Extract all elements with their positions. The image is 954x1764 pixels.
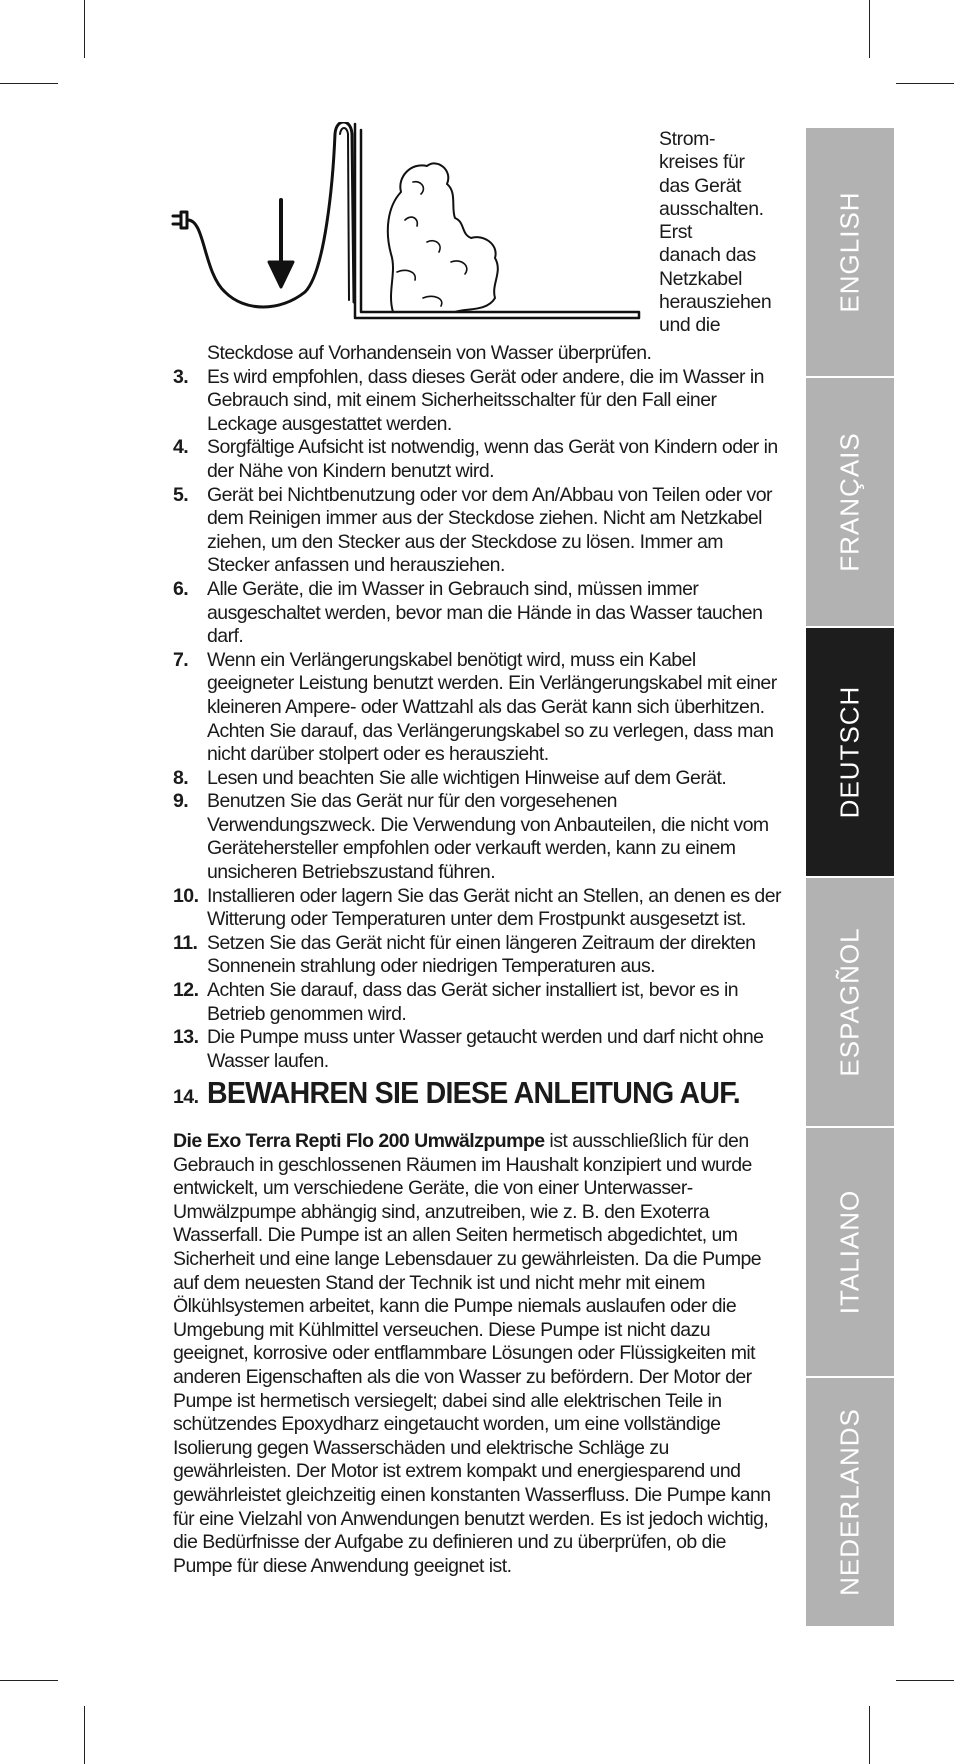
side-text-line: Strom- xyxy=(659,128,716,150)
tab-label: ESPAGÑOL xyxy=(834,927,865,1077)
side-text-line: und die xyxy=(659,314,721,337)
tab-francais[interactable] xyxy=(806,378,894,628)
item-text: Benutzen Sie das Gerät nur für den vorgesehenen Verwendungszweck. Die Verwendung von Anbauteilen, die nicht vom Gerätehersteller empfohlen oder verkauft werden, kann zu einem unsicheren Betriebszustand führen. xyxy=(207,790,769,884)
side-text-line: Netzkabel xyxy=(659,267,743,290)
tab-espagnol[interactable] xyxy=(806,878,894,1128)
list-item xyxy=(173,767,785,791)
list-item xyxy=(173,979,785,1026)
illustration-side-text xyxy=(659,128,789,338)
crop-mark xyxy=(0,83,58,84)
power-cord xyxy=(187,122,354,307)
tab-english[interactable] xyxy=(806,128,894,378)
tab-deutsch[interactable] xyxy=(806,628,894,878)
tab-italiano[interactable] xyxy=(806,1128,894,1378)
side-text-line: herausziehen xyxy=(659,291,772,314)
item-number: 4. xyxy=(173,436,189,459)
product-name: Die Exo Terra Repti Flo 200 Umwälzpumpe xyxy=(173,1130,545,1152)
item-text: Sorgfältige Aufsicht ist notwendig, wenn das Gerät von Kindern oder in der Nähe von Kindern benutzt wird. xyxy=(207,436,778,482)
crop-mark xyxy=(896,1680,954,1681)
side-text-line: Erst xyxy=(659,221,693,244)
item-text: Die Pumpe muss unter Wasser getaucht werden und darf nicht ohne Wasser laufen. xyxy=(207,1026,764,1072)
item-number: 6. xyxy=(173,577,189,600)
item-number: 10. xyxy=(173,884,199,907)
crop-mark xyxy=(84,1706,85,1764)
item-number: 3. xyxy=(173,365,189,388)
crop-mark xyxy=(896,83,954,84)
item-number: 8. xyxy=(173,766,189,789)
item-text: Installieren oder lagern Sie das Gerät nicht an Stellen, an denen es der Witterung oder Temperaturen unter dem Frostpunkt ausgesetzt ist. xyxy=(207,884,781,931)
item-number: 5. xyxy=(173,483,189,506)
tab-label: FRANÇAIS xyxy=(834,432,865,572)
instructions-content xyxy=(173,342,785,1578)
tab-label: NEDERLANDS xyxy=(834,1408,865,1596)
item-text: Achten Sie darauf, dass das Gerät sicher installiert ist, bevor es in Betrieb genommen wird. xyxy=(207,979,739,1025)
product-description xyxy=(173,1130,785,1578)
item-text: Alle Geräte, die im Wasser in Gebrauch sind, müssen immer ausgeschaltet werden, bevor man die Hände in das Wasser tauchen darf. xyxy=(207,577,763,648)
tab-nederlands[interactable] xyxy=(806,1378,894,1628)
item-number: 9. xyxy=(173,790,189,813)
item-number: 12. xyxy=(173,979,199,1002)
crop-mark xyxy=(869,0,870,58)
tab-label: ENGLISH xyxy=(834,191,865,313)
heading-text: BEWAHREN SIE DIESE ANLEITUNG AUF. xyxy=(207,1075,740,1111)
product-description-text: ist ausschließlich für den Gebrauch in geschlossenen Räumen im Haushalt konzipiert und wurde entwickelt, um verschiedene Geräte, die von einer Unterwasser-Umwälzpumpe abhängig sind, anzutreiben, wie z. B. den Exoterra Wasserfall. Die Pumpe ist an allen Seiten hermetisch abgedichtet, um Sicherheit und eine lange Lebensdauer zu gewährleisten. Da die Pumpe auf dem neuesten Stand der Technik ist und nicht mehr mit einem Ölkühlsystemen arbeitet, kann die Pumpe niemals auslaufen oder die Umgebung mit Kühlmittel verseuchen. Diese Pumpe ist nicht dazu geeignet, korrosive oder entflammbare Lösungen oder Flüssigkeiten mit anderen Eigenschaften als die von Wasser zu befördern. Der Motor der Pumpe ist hermetisch versiegelt; dabei sind alle elektrischen Teile in schützendes Epoxydharz eingetaucht worden, um eine vollständige Isolierung gegen Wasserschäden und elektrische Schläge zu gewährleisten. Der Motor ist extrem kompakt und energiesparend und gewährleistet gleichzeitig einen konstanten Wasserfluss. Die Pumpe kann für eine Vielzahl von Anwendungen benutzt werden. Es ist jedoch wichtig, die Bedürfnisse der Aufgabe zu definieren und zu überprüfen, ob die Pumpe für diese Anwendung geeignet ist. xyxy=(173,1130,771,1577)
language-tabs xyxy=(806,128,894,1628)
item-text: Setzen Sie das Gerät nicht für einen längeren Zeitraum der direkten Sonnenein strahlung oder niedrigen Temperaturen aus. xyxy=(207,931,756,978)
unplug-illustration xyxy=(165,122,645,322)
crop-mark xyxy=(869,1706,870,1764)
list-item xyxy=(173,436,785,483)
heading-number: 14. xyxy=(173,1086,199,1109)
side-text-line: ausschalten. xyxy=(659,197,764,220)
tab-label: DEUTSCH xyxy=(834,685,865,819)
list-item xyxy=(173,578,785,649)
plug-icon xyxy=(173,212,187,228)
rock-illustration xyxy=(388,163,498,312)
item-text: Es wird empfohlen, dass dieses Gerät oder andere, die im Wasser in Gebrauch sind, mit einem Sicherheitsschalter für den Fall einer Leckage ausgestattet werden. xyxy=(207,365,764,435)
side-text-line: das Gerät xyxy=(659,174,742,197)
list-item xyxy=(173,790,785,884)
aquarium-outline xyxy=(355,124,639,318)
list-item xyxy=(173,649,785,767)
list-item xyxy=(173,366,785,437)
save-instructions-heading xyxy=(173,1075,785,1111)
crop-mark xyxy=(0,1680,58,1681)
list-item xyxy=(173,1026,785,1073)
item-text: Wenn ein Verlängerungskabel benötigt wird, muss ein Kabel geeigneter Leistung benutzt werden. Ein Verlängerungskabel mit einer kleineren Ampere- oder Wattzahl als das Gerät kann sich überhitzen. Achten Sie darauf, das Verlängerungskabel so zu verlegen, dass man nicht darüber stolpert oder es herauszieht. xyxy=(207,648,777,766)
item-text: Gerät bei Nichtbenutzung oder vor dem An/Abbau von Teilen oder vor dem Reinigen immer aus der Steckdose ziehen. Nicht am Netzkabel ziehen, um den Stecker aus der Steckdose zu lösen. Immer am Stecker anfassen und herausziehen. xyxy=(207,483,772,577)
item-number: 11. xyxy=(173,931,198,954)
continuation-text: Steckdose auf Vorhandensein von Wasser überprüfen. xyxy=(207,342,652,364)
list-item xyxy=(173,932,785,979)
side-text-line: danach das xyxy=(659,244,756,267)
item-number: 7. xyxy=(173,648,189,671)
list-item xyxy=(173,484,785,578)
item-number: 13. xyxy=(173,1026,199,1049)
list-item xyxy=(173,885,785,932)
item-text: Lesen und beachten Sie alle wichtigen Hinweise auf dem Gerät. xyxy=(207,766,727,789)
crop-mark xyxy=(84,0,85,58)
side-text-line: kreises für xyxy=(659,151,745,174)
tab-label: ITALIANO xyxy=(834,1189,865,1315)
